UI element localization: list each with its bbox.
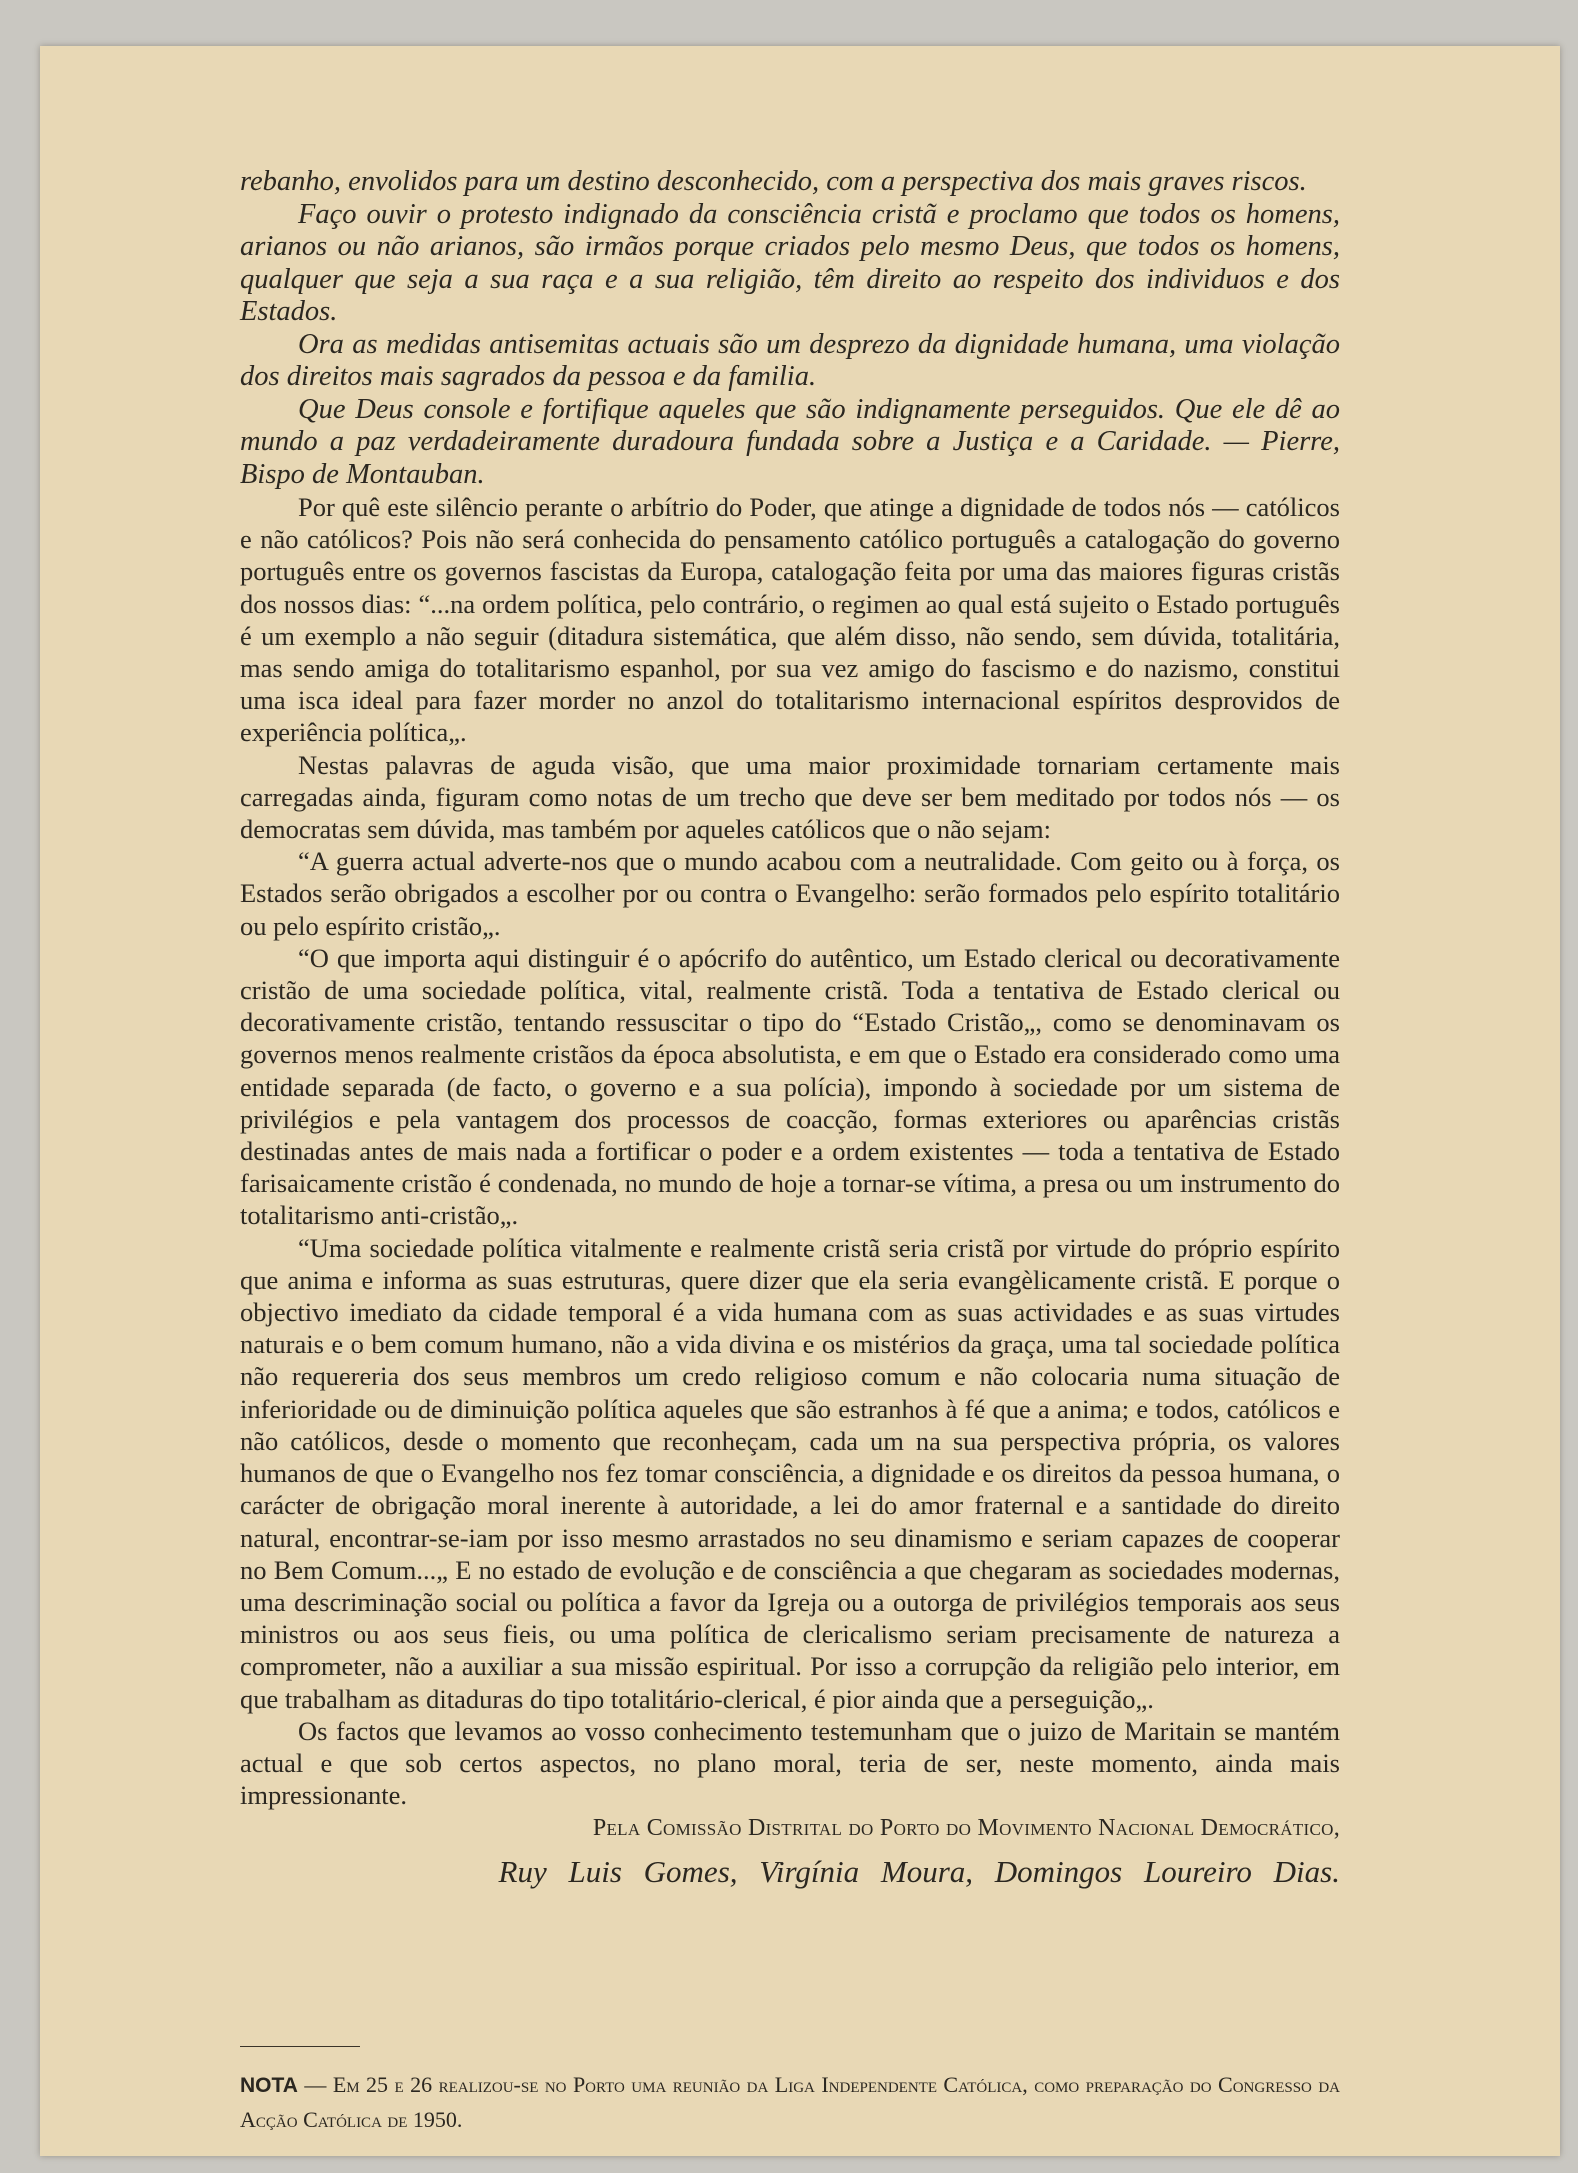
body-text <box>240 166 1340 1890</box>
paragraph: Ora as medidas antisemitas actuais são um desprezo da dignidade humana, uma violação dos direitos mais sagrados da pessoa e da familia. <box>240 328 1340 392</box>
paragraph: rebanho, envolidos para um destino desconhecido, com a perspectiva dos mais graves riscos. <box>240 166 1307 197</box>
paragraph: “O que importa aqui distinguir é o apócrifo do autêntico, um Estado clerical ou decorativamente cristão de uma sociedade política, vital, realmente cristã. Toda a tentativa de Estado clerical ou decorativamente cristão, tentando ressuscitar o tipo do “Estado Cristão„, como se denominavam os governos menos realmente cristãos da época absolutista, e em que o Estado era considerado como uma entidade separada (de facto, o governo e a sua polícia), impondo à sociedade por um sistema de privilégios e pela vantagem dos processos de coacção, formas exteriores ou aparências cristãs destinadas antes de mais nada a fortificar o poder e a ordem existentes — toda a tentativa de Estado farisaicamente cristão é condenada, no mundo de hoje a tornar-se vítima, a presa ou um instrumento do totalitarismo anti-cristão„. <box>240 942 1340 1231</box>
main-text <box>240 491 1340 1811</box>
paragraph: Faço ouvir o protesto indignado da consciência cristã e proclamo que todos os homens, arianos ou não arianos, são irmãos porque criados pelo mesmo Deus, que todos os homens, qualquer que seja a sua raça e a sua religião, têm direito ao respeito dos individuos e dos Estados. <box>240 198 1340 327</box>
note-text: — Em 25 e 26 realizou-se no Porto uma reunião da Liga Independente Católica, como preparação do Congresso da Acção Católica de 1950. <box>240 2072 1341 2132</box>
signature-names: Ruy Luis Gomes, Virgínia Moura, Domingos Loureiro Dias. <box>498 1854 1340 1890</box>
paragraph: Que Deus console e fortifique aqueles que são indignamente perseguidos. Que ele dê ao mundo a paz verdadeiramente duradoura fundada sobre a Justiça e a Caridade. — Pierre, Bispo de Montauban. <box>240 393 1340 490</box>
document-page <box>40 46 1560 2156</box>
paragraph: “Uma sociedade política vitalmente e realmente cristã seria cristã por virtude do próprio espírito que anima e informa as suas estruturas, quere dizer que ela seria evangèlicamente cristã. E porque o objectivo imediato da cidade temporal é a vida humana com as suas actividades e as suas virtudes naturais e o bem comum humano, não a vida divina e os mistérios da graça, uma tal sociedade política não requereria dos seus membros um credo religioso comum e não colocaria numa situação de inferioridade ou de diminuição política aqueles que são estranhos à fé que a anima; e todos, católicos e não católicos, desde o momento que reconheçam, cada um na sua perspectiva própria, os valores humanos de que o Evangelho nos fez tomar consciência, a dignidade e os direitos da pessoa humana, o carácter de obrigação moral inerente à autoridade, a lei do amor fraternal e a santidade do direito natural, encontrar-se-iam por isso mesmo arrastados no seu dinamismo e seriam capazes de cooperar no Bem Comum...„ E no estado de evolução e de consciência a que chegaram as sociedades modernas, uma descriminação social ou política a favor da Igreja ou a outorga de privilégios temporais aos seus ministros ou aos seus fieis, ou uma política de clericalismo seriam precisamente de natureza a comprometer, não a auxiliar a sua missão espiritual. Por isso a corrupção da religião pelo interior, em que trabalham as ditaduras do tipo totalitário-clerical, é pior ainda que a perseguição„. <box>240 1232 1340 1714</box>
paragraph: Nestas palavras de aguda visão, que uma maior proximidade tornariam certamente mais carregadas ainda, figuram como notas de um trecho que deve ser bem meditado por todos nós — os democratas sem dúvida, mas também por aqueles católicos que o não sejam: <box>240 749 1340 845</box>
signature-organization: Pela Comissão Distrital do Porto do Movimento Nacional Democrático, <box>592 1815 1340 1842</box>
quoted-letter <box>240 166 1340 491</box>
note-divider <box>240 2046 360 2047</box>
paragraph: “A guerra actual adverte-nos que o mundo acabou com a neutralidade. Com geito ou à força, os Estados serão obrigados a escolher por ou contra o Evangelho: serão formados pelo espírito totalitário ou pelo espírito cristão„. <box>240 846 1340 941</box>
paragraph: Os factos que levamos ao vosso conhecimento testemunham que o juizo de Maritain se mantém actual e que sob certos aspectos, no plano moral, teria de ser, neste momento, ainda mais impressionante. <box>240 1715 1340 1811</box>
paragraph: Por quê este silêncio perante o arbítrio do Poder, que atinge a dignidade de todos nós — católicos e não católicos? Pois não será conhecida do pensamento católico português a catalogação do governo português entre os governos fascistas da Europa, catalogação feita por uma das maiores figuras cristãs dos nossos dias: “...na ordem política, pelo contrário, o regimen ao qual está sujeito o Estado português é um exemplo a não seguir (ditadura sistemática, que além disso, não sendo, sem dúvida, totalitária, mas sendo amiga do totalitarismo espanhol, por sua vez amigo do fascismo e do nazismo, constitui uma isca ideal para fazer morder no anzol do totalitarismo internacional espíritos desprovidos de experiência política„. <box>240 492 1340 748</box>
footnote <box>240 2068 1340 2137</box>
note-label: NOTA <box>240 2074 298 2097</box>
